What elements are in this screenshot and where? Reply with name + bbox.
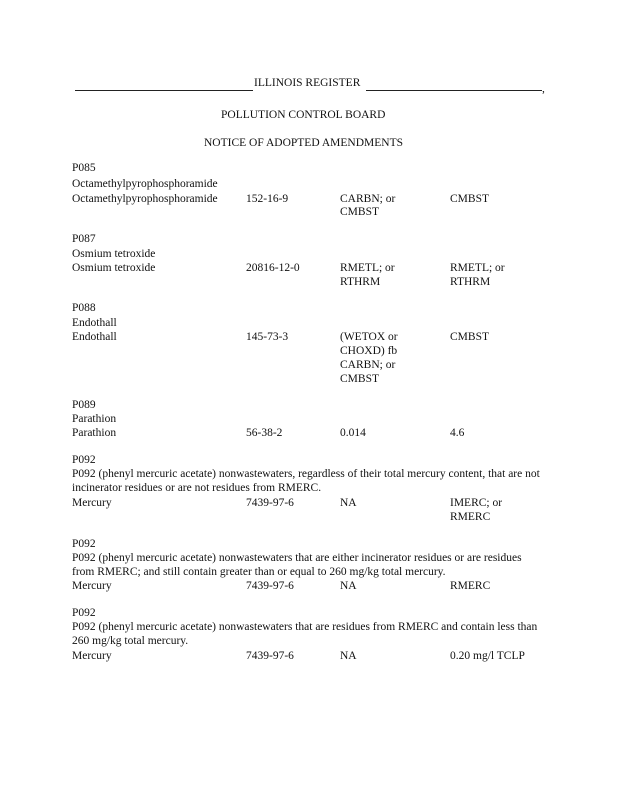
row-wastewater: RMETL; or xyxy=(340,262,395,274)
header-rule-right xyxy=(366,90,542,91)
entry-description: P092 (phenyl mercuric acetate) nonwastewaters that are either incinerator residues or are residues from RMERC; and still contain greater than or equal to 260 mg/kg total mercury. xyxy=(72,552,522,578)
row-constituent: Mercury xyxy=(72,580,112,592)
entry-code: P092 xyxy=(72,607,96,619)
row-cas: 152-16-9 xyxy=(246,193,289,205)
row-cas: 7439-97-6 xyxy=(246,580,294,592)
entry-name: Osmium tetroxide xyxy=(72,248,156,260)
register-title: ILLINOIS REGISTER xyxy=(254,77,361,89)
row-cas: 145-73-3 xyxy=(246,331,289,343)
row-wastewater: RTHRM xyxy=(340,276,381,288)
entry-code: P092 xyxy=(72,454,96,466)
notice-title: NOTICE OF ADOPTED AMENDMENTS xyxy=(204,137,404,149)
row-wastewater: CHOXD) fb xyxy=(340,345,398,357)
row-nonwastewater: RMERC xyxy=(450,511,491,523)
row-nonwastewater: 0.20 mg/l TCLP xyxy=(450,650,525,662)
entry-name: Parathion xyxy=(72,413,117,425)
row-constituent: Mercury xyxy=(72,497,112,509)
entry-description: P092 (phenyl mercuric acetate) nonwastewaters that are residues from RMERC and contain less than 260 mg/kg total mercury. xyxy=(72,621,538,647)
row-constituent: Octamethylpyrophosphoramide xyxy=(72,193,218,205)
row-wastewater: CMBST xyxy=(340,373,379,385)
row-wastewater: CARBN; or xyxy=(340,359,396,371)
row-nonwastewater: CMBST xyxy=(450,331,489,343)
row-wastewater: NA xyxy=(340,580,357,592)
row-wastewater: NA xyxy=(340,650,357,662)
row-wastewater: CARBN; or xyxy=(340,193,396,205)
header-comma: , xyxy=(542,83,545,95)
entry-code: P087 xyxy=(72,233,96,245)
row-nonwastewater: RMERC xyxy=(450,580,491,592)
entry-description: P092 (phenyl mercuric acetate) nonwastewaters, regardless of their total mercury content, that are not incinerator residues or are not residues from RMERC. xyxy=(72,468,540,494)
row-wastewater: (WETOX or xyxy=(340,331,398,343)
row-cas: 20816-12-0 xyxy=(246,262,300,274)
entry-code: P088 xyxy=(72,302,96,314)
entry-code: P092 xyxy=(72,538,96,550)
row-constituent: Mercury xyxy=(72,650,112,662)
board-title: POLLUTION CONTROL BOARD xyxy=(221,109,386,121)
entry-code: P089 xyxy=(72,399,96,411)
row-nonwastewater: RMETL; or xyxy=(450,262,505,274)
row-constituent: Endothall xyxy=(72,331,117,343)
row-constituent: Osmium tetroxide xyxy=(72,262,156,274)
entry-name: Octamethylpyrophosphoramide xyxy=(72,178,218,190)
header-rule-left xyxy=(75,90,253,91)
row-wastewater: 0.014 xyxy=(340,427,366,439)
entry-name: Endothall xyxy=(72,317,117,329)
entry-code: P085 xyxy=(72,162,96,174)
row-nonwastewater: RTHRM xyxy=(450,276,491,288)
row-nonwastewater: 4.6 xyxy=(450,427,465,439)
row-nonwastewater: CMBST xyxy=(450,193,489,205)
row-cas: 56-38-2 xyxy=(246,427,283,439)
row-wastewater: NA xyxy=(340,497,357,509)
row-nonwastewater: IMERC; or xyxy=(450,497,503,509)
row-constituent: Parathion xyxy=(72,427,117,439)
row-cas: 7439-97-6 xyxy=(246,497,294,509)
row-wastewater: CMBST xyxy=(340,206,379,218)
row-cas: 7439-97-6 xyxy=(246,650,294,662)
